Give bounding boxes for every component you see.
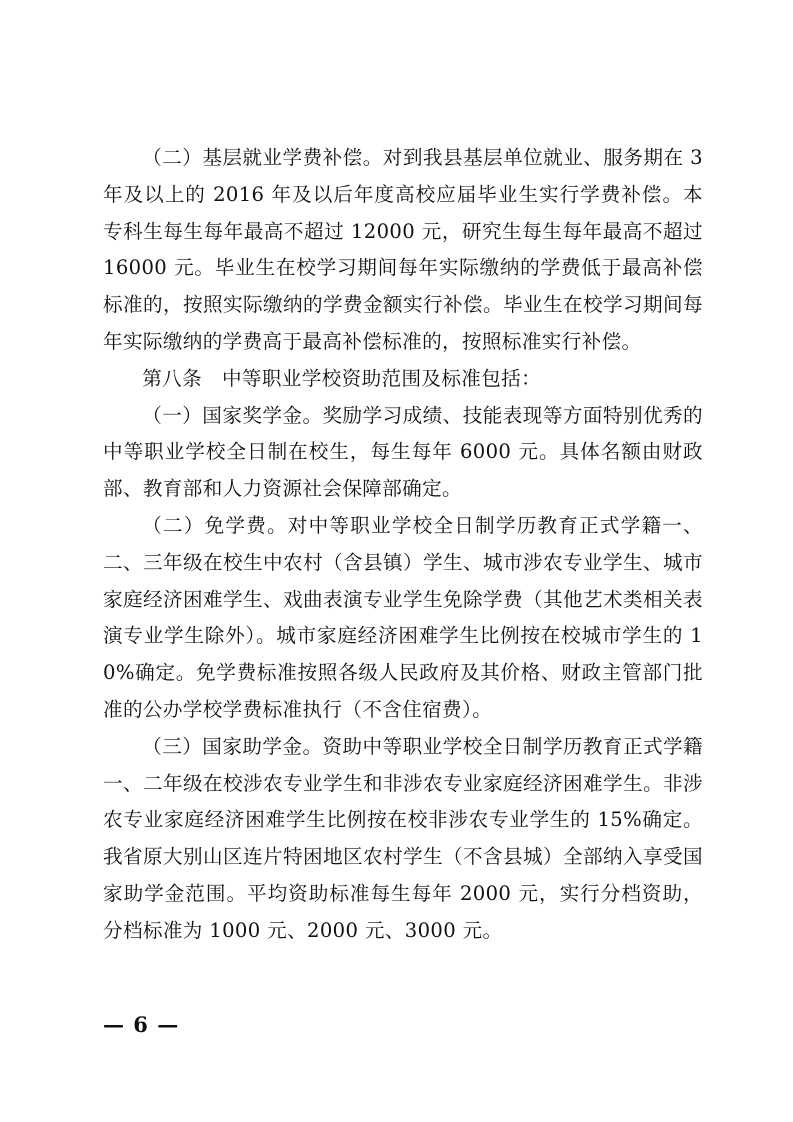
paragraph-national-scholarship: （一）国家奖学金。奖励学习成绩、技能表现等方面特别优秀的中等职业学校全日制在校生，每生每年 6000 元。具体名额由财政部、教育部和人力资源社会保障部确定。 [103,403,703,501]
body-text [103,140,703,950]
paragraph-tuition-exemption: （二）免学费。对中等职业学校全日制学历教育正式学籍一、二、三年级在校生中农村（含县镇）学生、城市涉农专业学生、城市家庭经济困难学生、戏曲表演专业学生免除学费（其他艺术类相关表演专业学生除外）。城市家庭经济困难学生比例按在校城市学生的 10%确定。免学费标准按照各级人民政府及其价格、财政主管部门批准的公办学校学费标准执行（不含住宿费）。 [103,513,703,721]
paragraph-article-eight-heading: 第八条 中等职业学校资助范围及标准包括： [142,366,542,390]
paragraph-national-grant: （三）国家助学金。资助中等职业学校全日制学历教育正式学籍一、二年级在校涉农专业学生和非涉农专业家庭经济困难学生。非涉农专业家庭经济困难学生比例按在校非涉农专业学生的 15%确定。我省原大别山区连片特困地区农村学生（不含县城）全部纳入享受国家助学金范围。平均资助标准每生每年 2000 元，实行分档资助，分档标准为 1000 元、2000 元、3000 元。 [103,734,703,942]
paragraph-grassroots-tuition-compensation: （二）基层就业学费补偿。对到我县基层单位就业、服务期在 3 年及以上的 2016 年及以后年度高校应届毕业生实行学费补偿。本专科生每生每年最高不超过 12000 元，研究生每生每年最高不超过 16000 元。毕业生在校学习期间每年实际缴纳的学费低于最高补偿标准的，按照实际缴纳的学费金额实行补偿。毕业生在校学习期间每年实际缴纳的学费高于最高补偿标准的，按照标准实行补偿。 [103,146,703,353]
page-number: — 6 — [103,1012,180,1037]
